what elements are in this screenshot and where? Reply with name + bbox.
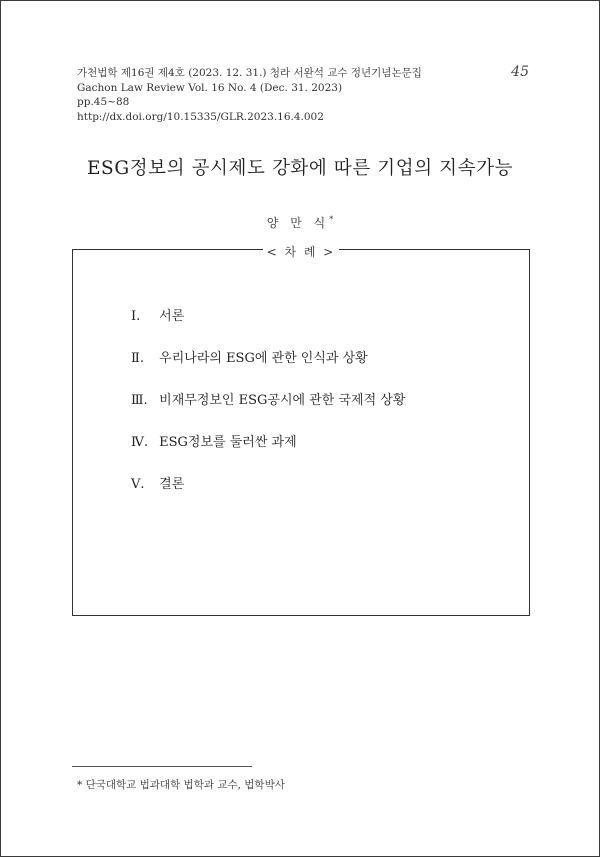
journal-header <box>77 66 422 124</box>
footnote-divider <box>72 766 252 767</box>
toc-item[interactable] <box>131 305 405 347</box>
journal-citation-korean: 가천법학 제16권 제4호 (2023. 12. 31.) 청라 서완석 교수 정년기념논문집 <box>77 67 422 79</box>
doi-link[interactable]: http://dx.doi.org/10.15335/GLR.2023.16.4.002 <box>77 110 324 123</box>
toc-item[interactable] <box>131 431 405 473</box>
toc-list <box>131 305 405 515</box>
toc-item-number: Ⅱ. <box>131 351 144 366</box>
author <box>1 214 599 231</box>
table-of-contents <box>72 245 530 616</box>
toc-item-number: Ⅳ. <box>131 435 149 450</box>
toc-item-title: ESG정보를 둘러싼 과제 <box>159 435 297 450</box>
toc-item-number: Ⅴ. <box>131 477 145 492</box>
author-name: 양 만 식 <box>266 216 330 230</box>
paper-title: ESG정보의 공시제도 강화에 따른 기업의 지속가능 <box>86 158 514 179</box>
author-footnote-mark[interactable]: * <box>329 215 334 224</box>
toc-item[interactable] <box>131 347 405 389</box>
page-range: pp.45~88 <box>77 96 130 108</box>
toc-item-number: Ⅰ. <box>131 309 141 324</box>
toc-heading: < 차 례 > <box>73 241 529 260</box>
footnote: * 단국대학교 법과대학 법학과 교수, 법학박사 <box>77 779 285 791</box>
journal-citation-english: Gachon Law Review Vol. 16 No. 4 (Dec. 31. 2023) <box>77 81 343 94</box>
toc-item-title: 우리나라의 ESG에 관한 인식과 상황 <box>159 351 368 366</box>
toc-item-title: 비재무정보인 ESG공시에 관한 국제적 상황 <box>159 393 406 408</box>
page-number: 45 <box>511 64 529 80</box>
toc-item[interactable] <box>131 473 405 515</box>
toc-item-title: 서론 <box>159 309 185 324</box>
toc-item-number: Ⅲ. <box>131 393 148 408</box>
toc-item-title: 결론 <box>159 477 185 492</box>
toc-item[interactable] <box>131 389 405 431</box>
